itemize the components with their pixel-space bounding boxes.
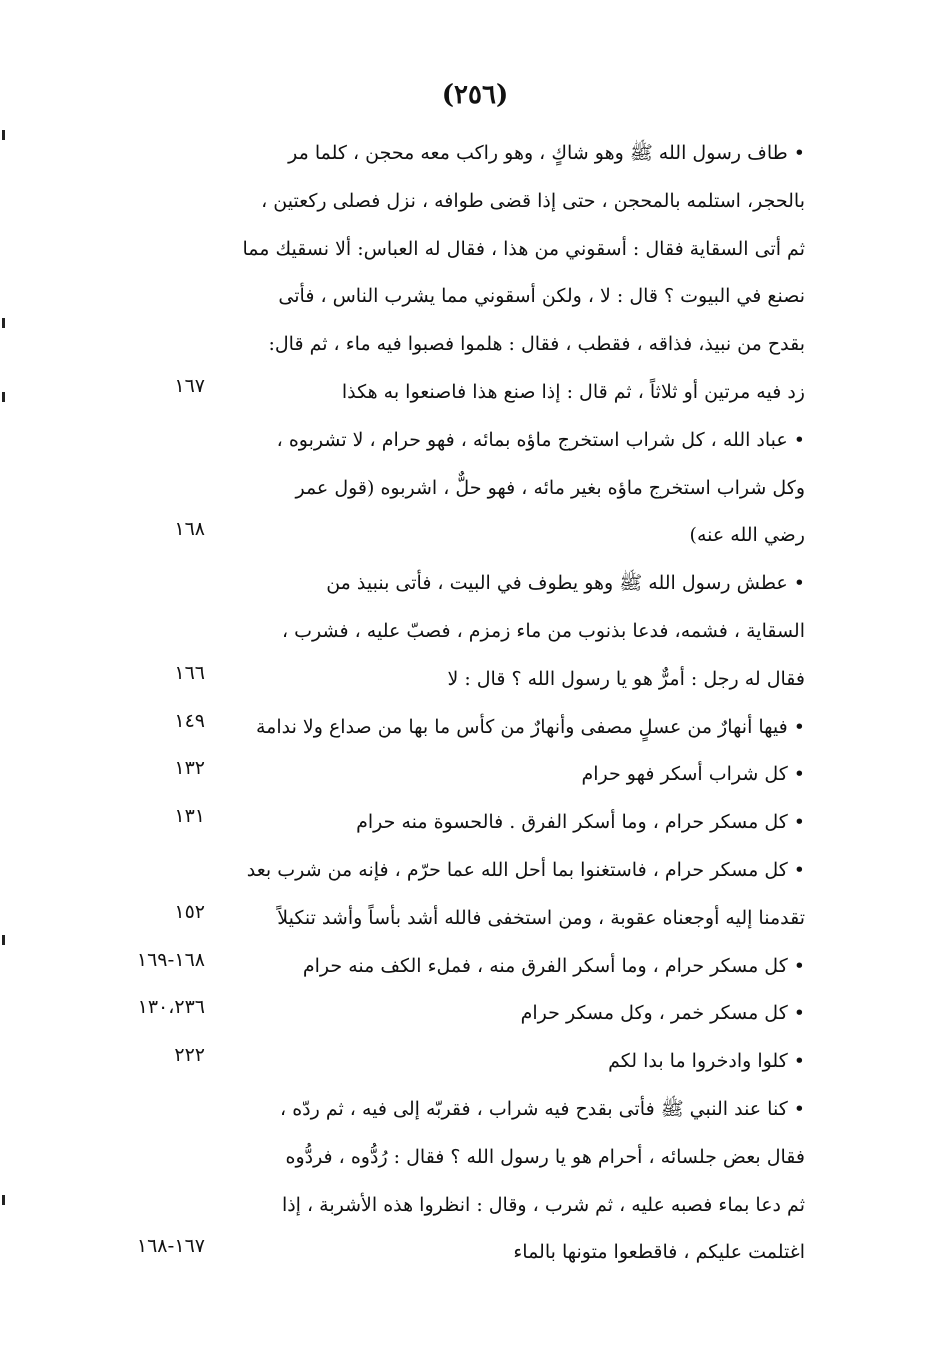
text-line: • عطش رسول الله ﷺ وهو يطوف في البيت ، فأتى بنبيذ من xyxy=(326,572,805,594)
text-line: • كلوا وادخروا ما بدا لكم xyxy=(608,1050,805,1072)
reference-number: ١٦٨ xyxy=(174,518,205,540)
edge-mark xyxy=(2,392,5,402)
text-line: نصنع في البيوت ؟ قال : لا ، ولكن أسقوني مما يشرب الناس ، فأتى xyxy=(278,285,805,307)
reference-number: ١٥٢ xyxy=(174,901,205,923)
edge-mark xyxy=(2,935,5,945)
text-line: بقدح من نبيذ، فذاقه ، فقطب ، فقال : هلموا فصبوا فيه ماء ، ثم قال: xyxy=(268,333,805,355)
text-line: ثم أتى السقاية فقال : أسقوني من هذا ، فقال له العباس: ألا نسقيك مما xyxy=(242,238,805,260)
text-line: • كل مسكر حرام ، وما أسكر الفرق منه ، فملء الكف منه حرام xyxy=(302,955,805,977)
text-line: بالحجر، استلمه بالمحجن ، حتى إذا قضى طوافه ، نزل فصلى ركعتين ، xyxy=(261,190,805,212)
page-number: (٢٥٦) xyxy=(441,80,509,110)
text-line: • عباد الله ، كل شراب استخرج ماؤه بمائه ، فهو حرام ، لا تشربوه ، xyxy=(276,429,805,451)
text-line: فقال بعض جلسائه ، أحرام هو يا رسول الله ؟ فقال : رُدُّوه ، فردُّوه xyxy=(285,1146,805,1168)
text-line: • كل مسكر حرام ، فاستغنوا بما أحل الله عما حرّم ، فإنه من شرب بعد xyxy=(246,859,805,881)
text-line: ثم دعا بماء فصبه عليه ، ثم شرب ، وقال : انظروا هذه الأشربة ، إذا xyxy=(281,1194,805,1216)
edge-mark xyxy=(2,130,5,140)
text-line: • كل مسكر حرام ، وما أسكر الفرق . فالحسوة منه حرام xyxy=(356,811,805,833)
reference-number: ١٣٠،٢٣٦ xyxy=(137,996,205,1018)
text-line: • كل مسكر خمر ، وكل مسكر حرام xyxy=(520,1002,805,1024)
edge-mark xyxy=(2,318,5,328)
reference-number: ١٣١ xyxy=(174,805,205,827)
reference-number: ١٣٢ xyxy=(174,757,205,779)
reference-number: ٢٢٢ xyxy=(174,1044,205,1066)
edge-mark xyxy=(2,1195,5,1205)
text-line: • كنا عند النبي ﷺ فأتى بقدح فيه شراب ، فقربّه إلى فيه ، ثم ردّه ، xyxy=(280,1098,805,1120)
text-line: • كل شراب أسكر فهو حرام xyxy=(581,763,805,785)
reference-number: ١٦٦ xyxy=(174,662,205,684)
text-line: فقال له رجل : أمرٌّ هو يا رسول الله ؟ قال : لا xyxy=(447,668,805,690)
text-line: تقدمنا إليه أوجعناه عقوبة ، ومن استخفى فالله أشد بأساً وأشد تنكيلاً xyxy=(277,907,805,929)
text-line: • طاف رسول الله ﷺ وهو شاكٍ ، وهو راكب معه محجن ، كلما مر xyxy=(288,142,805,164)
text-line: زد فيه مرتين أو ثلاثاً ، ثم قال : إذا صنع هذا فاصنعوا به هكذا xyxy=(341,381,805,403)
text-line: وكل شراب استخرج ماؤه بغير مائه ، فهو حلٌّ ، اشربوه (قول عمر xyxy=(295,477,805,499)
text-line: • فيها أنهارٌ من عسلٍ مصفى وأنهارٌ من كأس ما بها من صداع ولا ندامة xyxy=(255,716,805,738)
reference-number: ١٤٩ xyxy=(174,710,205,732)
text-line: رضي الله عنه) xyxy=(689,524,805,546)
text-line: السقاية ، فشمه، فدعا بذنوب من ماء زمزم ، فصبّ عليه ، فشرب ، xyxy=(281,620,805,642)
reference-number: ١٦٧ xyxy=(174,375,205,397)
reference-number: ١٦٧-١٦٨ xyxy=(136,1235,205,1257)
text-line: اغتلمت عليكم ، فاقطعوا متونها بالماء xyxy=(513,1241,805,1263)
reference-number: ١٦٨-١٦٩ xyxy=(136,949,205,971)
